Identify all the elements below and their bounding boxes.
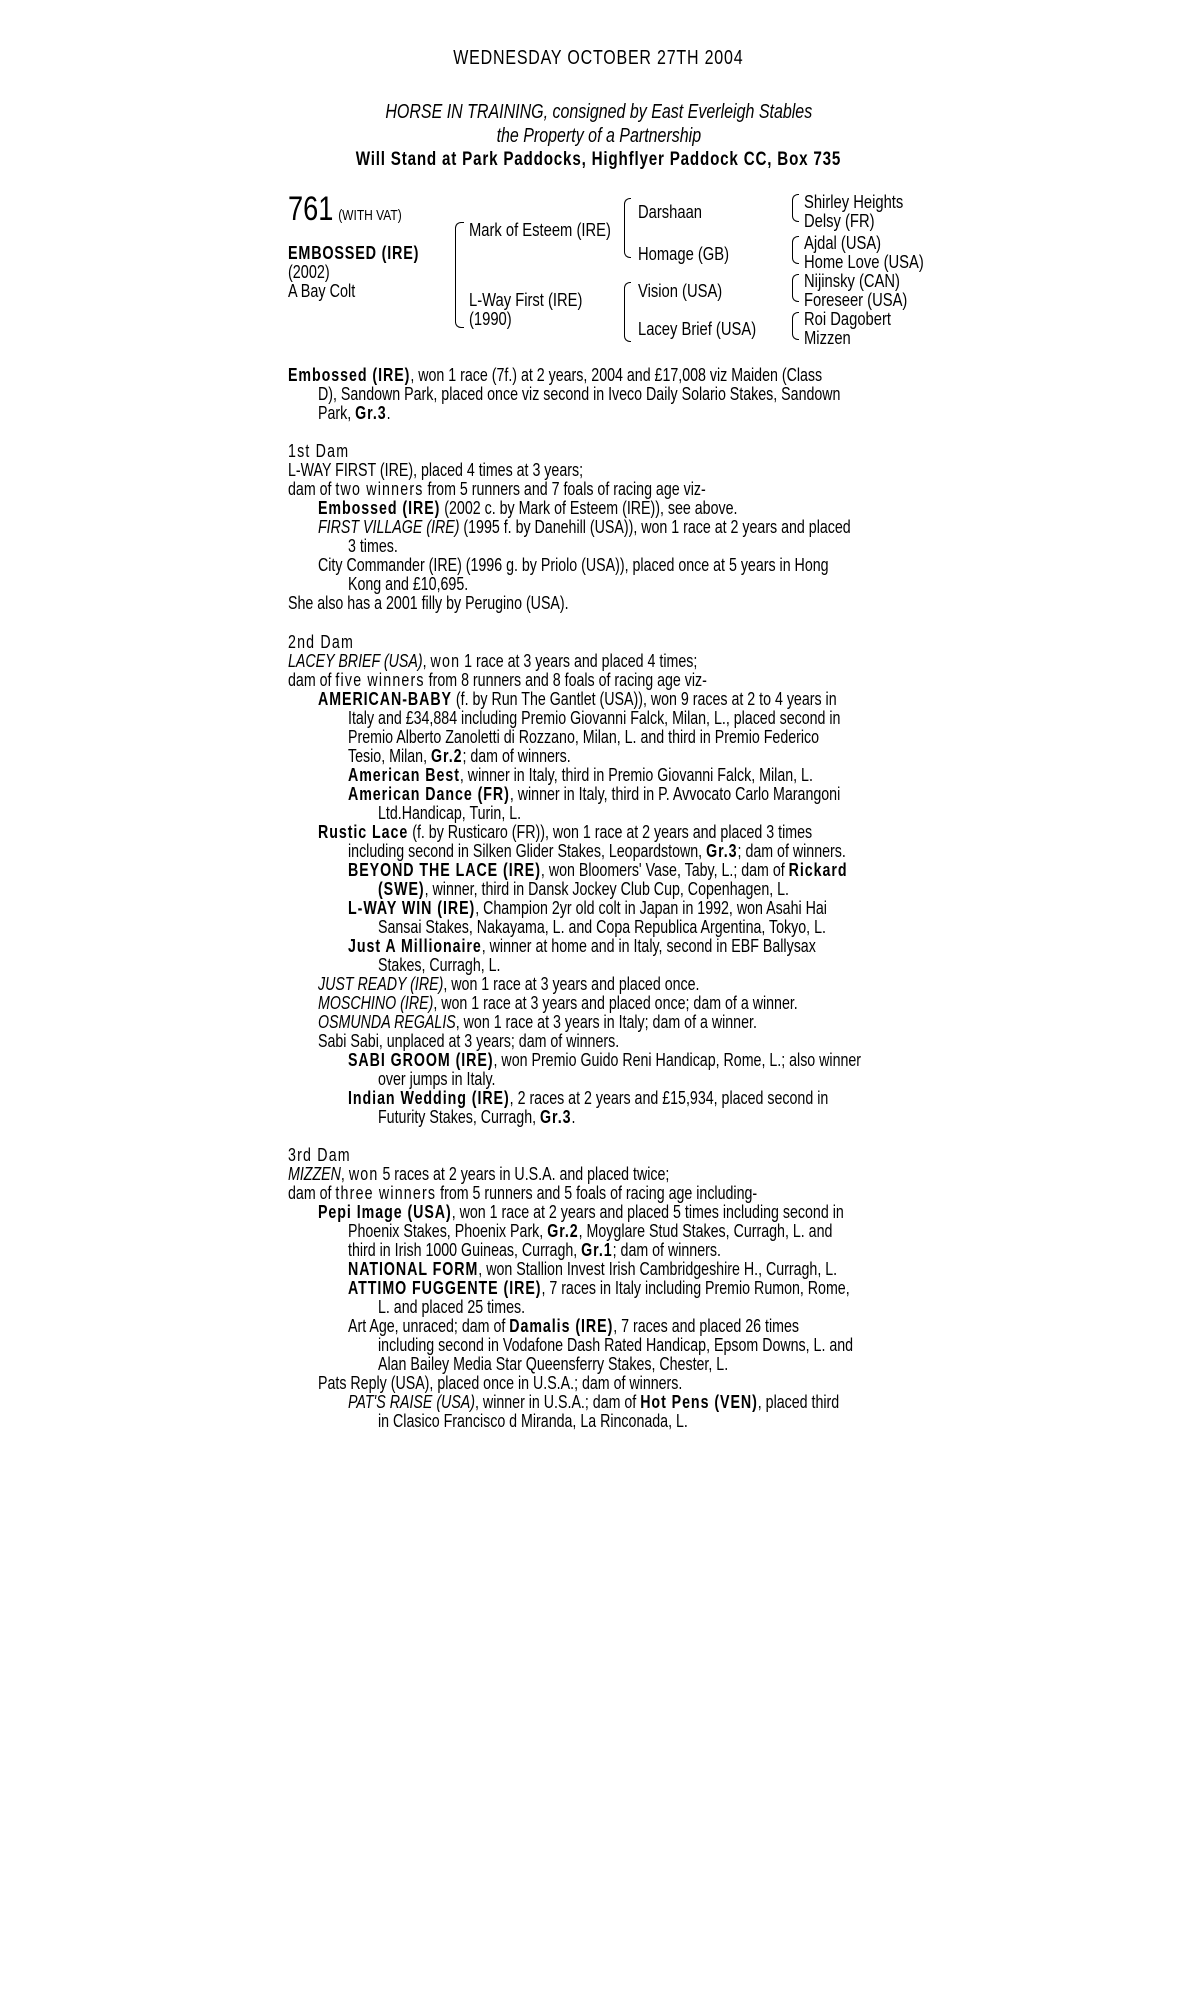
lot-number: 761 (WITH VAT)	[288, 190, 402, 228]
pedigree-brace-ds	[792, 274, 799, 302]
pedigree-dam-sire: Vision (USA)	[638, 281, 723, 301]
pedigree-ss-sire: Shirley Heights	[804, 192, 904, 212]
pedigree-dd-dam: Mizzen	[804, 328, 851, 348]
consignor-line: HORSE IN TRAINING, consigned by East Everleigh Stables	[385, 101, 812, 123]
race-summary-line: Embossed (IRE), won 1 race (7f.) at 2 years, 2004 and £17,008 viz Maiden (Class	[288, 365, 823, 385]
pedigree-sd-dam: Home Love (USA)	[804, 252, 924, 272]
race-summary-line: Park, Gr.3.	[318, 403, 391, 423]
second-dam-produce: over jumps in Italy.	[378, 1069, 496, 1089]
horse-name: EMBOSSED (IRE)	[288, 243, 420, 263]
pedigree-ds-dam: Foreseer (USA)	[804, 290, 908, 310]
second-dam-produce: including second in Silken Glider Stakes, Leopardstown, Gr.3; dam of winners.	[348, 841, 846, 861]
second-dam-produce: SABI GROOM (IRE), won Premio Guido Reni Handicap, Rome, L.; also winner	[348, 1050, 862, 1070]
pedigree-sd-sire: Ajdal (USA)	[804, 233, 882, 253]
second-dam-produce: BEYOND THE LACE (IRE), won Bloomers' Vase, Taby, L.; dam of Rickard	[348, 860, 848, 880]
pedigree-brace-ss	[792, 194, 799, 222]
pedigree-ds-sire: Nijinsky (CAN)	[804, 271, 900, 291]
second-dam-line: dam of five winners from 8 runners and 8 foals of racing age viz-	[288, 670, 707, 690]
third-dam-produce: NATIONAL FORM, won Stallion Invest Irish Cambridgeshire H., Curragh, L.	[348, 1259, 838, 1279]
third-dam-produce: ATTIMO FUGGENTE (IRE), 7 races in Italy including Premio Rumon, Rome,	[348, 1278, 850, 1298]
first-dam-line: L-WAY FIRST (IRE), placed 4 times at 3 years;	[288, 460, 584, 480]
second-dam-produce: Tesio, Milan, Gr.2; dam of winners.	[348, 746, 571, 766]
race-summary-line: D), Sandown Park, placed once viz second in Iveco Daily Solario Stakes, Sandown	[318, 384, 841, 404]
second-dam-line: LACEY BRIEF (USA), won 1 race at 3 years and placed 4 times;	[288, 651, 698, 671]
third-dam-produce: Pepi Image (USA), won 1 race at 2 years and placed 5 times including second in	[318, 1202, 844, 1222]
second-dam-produce: (SWE), winner, third in Dansk Jockey Club Cup, Copenhagen, L.	[378, 879, 790, 899]
pedigree-ss-dam: Delsy (FR)	[804, 211, 875, 231]
pedigree-brace-sd	[792, 236, 799, 264]
third-dam-line: dam of three winners from 5 runners and 5 foals of racing age including-	[288, 1183, 758, 1203]
second-dam-produce: Just A Millionaire, winner at home and in Italy, second in EBF Ballysax	[348, 936, 816, 956]
second-dam-produce: Sabi Sabi, unplaced at 3 years; dam of winners.	[318, 1031, 620, 1051]
second-dam-produce: MOSCHINO (IRE), won 1 race at 3 years and placed once; dam of a winner.	[318, 993, 798, 1013]
second-dam-produce: Futurity Stakes, Curragh, Gr.3.	[378, 1107, 576, 1127]
second-dam-produce: Italy and £34,884 including Premio Giovanni Falck, Milan, L., placed second in	[348, 708, 841, 728]
first-dam-produce: 3 times.	[348, 536, 398, 556]
third-dam-produce: L. and placed 25 times.	[378, 1297, 526, 1317]
ownership-line: the Property of a Partnership	[496, 125, 701, 147]
first-dam-produce: FIRST VILLAGE (IRE) (1995 f. by Danehill (USA)), won 1 race at 2 years and placed	[318, 517, 851, 537]
pedigree-sire-dam: Homage (GB)	[638, 244, 730, 264]
pedigree-dam-year: (1990)	[469, 309, 512, 329]
second-dam-produce: AMERICAN-BABY (f. by Run The Gantlet (USA)), won 9 races at 2 to 4 years in	[318, 689, 837, 709]
third-dam-line: MIZZEN, won 5 races at 2 years in U.S.A. and placed twice;	[288, 1164, 670, 1184]
third-dam-produce: Art Age, unraced; dam of Damalis (IRE), 7 races and placed 26 times	[348, 1316, 800, 1336]
third-dam-produce: in Clasico Francisco d Miranda, La Rinconada, L.	[378, 1411, 688, 1431]
third-dam-produce: including second in Vodafone Dash Rated Handicap, Epsom Downs, L. and	[378, 1335, 854, 1355]
third-dam-produce: PAT'S RAISE (USA), winner in U.S.A.; dam of Hot Pens (VEN), placed third	[348, 1392, 840, 1412]
pedigree-brace-dam	[624, 282, 631, 342]
first-dam-line: She also has a 2001 filly by Perugino (USA).	[288, 593, 569, 613]
second-dam-produce: OSMUNDA REGALIS, won 1 race at 3 years in Italy; dam of a winner.	[318, 1012, 757, 1032]
third-dam-heading: 3rd Dam	[288, 1145, 351, 1165]
pedigree-dd-sire: Roi Dagobert	[804, 309, 891, 329]
second-dam-produce: American Best, winner in Italy, third in Premio Giovanni Falck, Milan, L.	[348, 765, 813, 785]
second-dam-produce: L-WAY WIN (IRE), Champion 2yr old colt in Japan in 1992, won Asahi Hai	[348, 898, 827, 918]
first-dam-produce: City Commander (IRE) (1996 g. by Priolo (USA)), placed once at 5 years in Hong	[318, 555, 829, 575]
location-line: Will Stand at Park Paddocks, Highflyer Paddock CC, Box 735	[355, 149, 842, 170]
pedigree-sire: Mark of Esteem (IRE)	[469, 220, 611, 240]
second-dam-produce: Sansai Stakes, Nakayama, L. and Copa Republica Argentina, Tokyo, L.	[378, 917, 826, 937]
second-dam-produce: JUST READY (IRE), won 1 race at 3 years and placed once.	[318, 974, 700, 994]
second-dam-produce: Stakes, Curragh, L.	[378, 955, 501, 975]
sale-date: WEDNESDAY OCTOBER 27TH 2004	[453, 47, 744, 69]
second-dam-produce: Rustic Lace (f. by Rusticaro (FR)), won 1 race at 2 years and placed 3 times	[318, 822, 813, 842]
third-dam-produce: third in Irish 1000 Guineas, Curragh, Gr.1; dam of winners.	[348, 1240, 721, 1260]
pedigree-dam-dam: Lacey Brief (USA)	[638, 319, 757, 339]
first-dam-produce: Kong and £10,695.	[348, 574, 469, 594]
second-dam-produce: Indian Wedding (IRE), 2 races at 2 years and £15,934, placed second in	[348, 1088, 829, 1108]
horse-description: A Bay Colt	[288, 281, 356, 301]
first-dam-line: dam of two winners from 5 runners and 7 foals of racing age viz-	[288, 479, 706, 499]
second-dam-produce: American Dance (FR), winner in Italy, third in P. Avvocato Carlo Marangoni	[348, 784, 841, 804]
third-dam-produce: Phoenix Stakes, Phoenix Park, Gr.2, Moyglare Stud Stakes, Curragh, L. and	[348, 1221, 833, 1241]
first-dam-produce: Embossed (IRE) (2002 c. by Mark of Esteem (IRE)), see above.	[318, 498, 738, 518]
first-dam-heading: 1st Dam	[288, 441, 350, 461]
second-dam-produce: Ltd.Handicap, Turin, L.	[378, 803, 522, 823]
pedigree-brace-main	[455, 222, 464, 328]
pedigree-sire-sire: Darshaan	[638, 202, 702, 222]
third-dam-produce: Pats Reply (USA), placed once in U.S.A.; dam of winners.	[318, 1373, 683, 1393]
pedigree-brace-dd	[792, 312, 799, 340]
pedigree-dam: L-Way First (IRE)	[469, 290, 583, 310]
horse-year: (2002)	[288, 262, 330, 282]
second-dam-heading: 2nd Dam	[288, 632, 355, 652]
third-dam-produce: Alan Bailey Media Star Queensferry Stakes, Chester, L.	[378, 1354, 729, 1374]
second-dam-produce: Premio Alberto Zanoletti di Rozzano, Milan, L. and third in Premio Federico	[348, 727, 820, 747]
